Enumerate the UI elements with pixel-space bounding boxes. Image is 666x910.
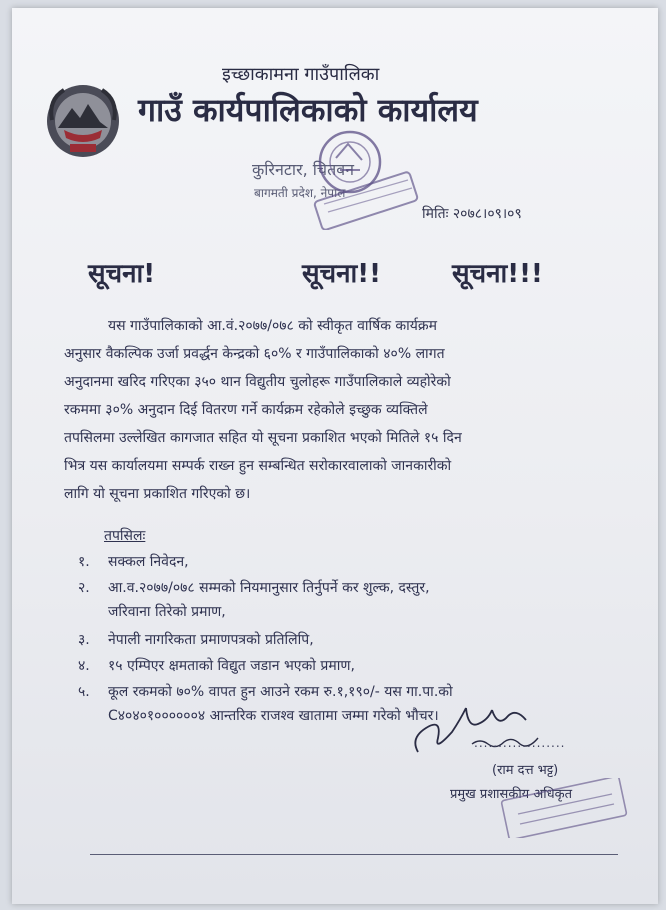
list-item-number: २. [78,580,90,596]
list-item-text: कूल रकमको ७०% वापत हुन आउने रकम रु.१,१९०/- यस गा.पा.को [108,684,453,700]
nepal-emblem-icon [42,80,124,162]
office-title: गाउँ कार्यपालिकाको कार्यालय [138,91,478,129]
list-item-text: C४०४०१००००००४ आन्तरिक राजश्व खातामा जम्मा गरेको भौचर। [108,708,439,724]
list-item-text: जरिवाना तिरेको प्रमाण, [108,604,226,620]
list-item-number: १. [78,554,90,570]
list-item-text: १५ एम्पिएर क्षमताको विद्युत जडान भएको प्रमाण, [108,658,355,674]
notice-heading-2: सूचना!! [302,259,381,289]
list-heading: तपसिलः [104,528,146,544]
date-value: २०७८।०९।०९ [452,206,522,222]
office-location-line2: बागमती प्रदेश, नेपाल [254,186,346,200]
signature-line: ................... [474,736,566,750]
body-line: भित्र यस कार्यालयमा सम्पर्क राख्न हुन सम्बन्धित सरोकारवालाको जानकारीको [64,458,452,474]
municipality-name: इच्छाकामना गाउँपालिका [222,64,380,85]
list-item-number: ४. [78,658,90,674]
body-line: लागि यो सूचना प्रकाशित गरिएको छ। [64,486,251,502]
notice-heading-1: सूचना! [88,259,156,289]
list-item-text: सक्कल निवेदन, [108,554,189,570]
bottom-divider [90,854,618,855]
notice-date [422,204,522,223]
body-line: रकममा ३०% अनुदान दिई वितरण गर्ने कार्यक्रम रहेकोले इच्छुक व्यक्तिले [64,402,428,418]
date-label: मितिः [422,206,449,222]
signatory-title: प्रमुख प्रशासकीय अधिकृत [450,787,573,802]
body-line: तपसिलमा उल्लेखित कागजात सहित यो सूचना प्रकाशित भएको मितिले १५ दिन [64,430,462,446]
notice-document [12,8,658,904]
signatory-name: (राम दत्त भट्ट) [492,763,559,778]
notice-heading-3: सूचना!!! [452,259,543,289]
office-location-line1: कुरिनटार, चितवन [252,160,354,179]
list-item-text: नेपाली नागरिकता प्रमाणपत्रको प्रतिलिपि, [108,632,314,648]
list-item-number: ३. [78,632,90,648]
handwritten-signature-icon [408,698,578,762]
body-line: अनुसार वैकल्पिक उर्जा प्रवर्द्धन केन्द्रको ६०% र गाउँपालिकाको ४०% लागत [64,346,445,362]
body-line: यस गाउँपालिकाको आ.वं.२०७७/०७८ को स्वीकृत वार्षिक कार्यक्रम [108,318,438,334]
office-stamp-icon [288,120,428,230]
officer-seal-icon [494,778,634,838]
list-item-number: ५. [78,684,90,700]
body-line: अनुदानमा खरिद गरिएका ३५० थान विद्युतीय चुलोहरू गाउँपालिकाले व्यहोरेको [64,374,451,390]
list-item-text: आ.व.२०७७/०७८ सम्मको नियमानुसार तिर्नुपर्ने कर शुल्क, दस्तुर, [108,580,430,596]
